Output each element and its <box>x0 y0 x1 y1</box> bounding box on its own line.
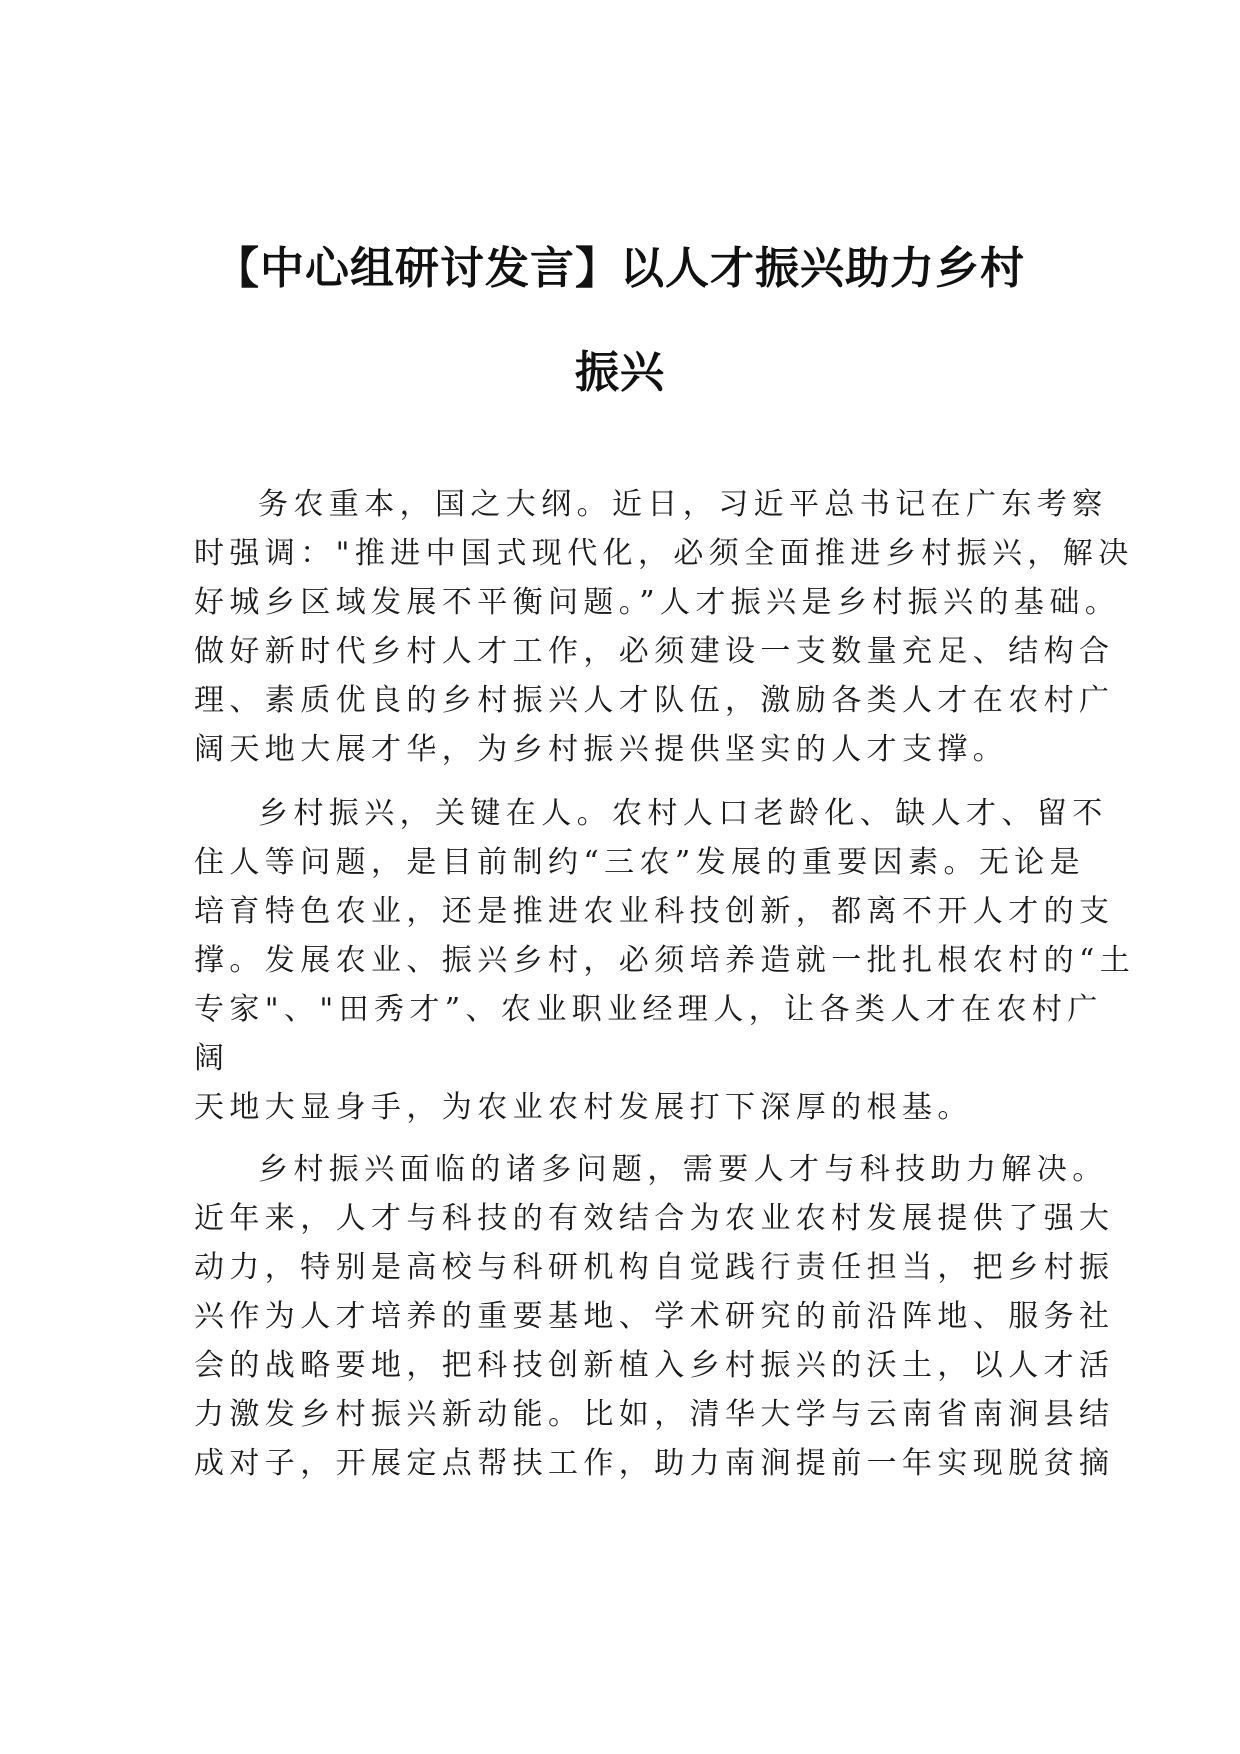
paragraph-line: 近年来，人才与科技的有效结合为农业农村发展提供了强大 <box>194 1201 1115 1236</box>
paragraph-line: 时强调："推进中国式现代化，必须全面推进乡村振兴，解决 <box>194 536 1134 571</box>
paragraph-line: 撑。发展农业、振兴乡村，必须培养造就一批扎根农村的“土 <box>194 943 1136 978</box>
paragraph-line: 务农重本，国之大纲。近日，习近平总书记在广东考察 <box>258 487 1108 522</box>
paragraph-line: 培育特色农业，还是推进农业科技创新，都离不开人才的支 <box>194 894 1115 929</box>
paragraph-line: 力激发乡村振兴新动能。比如，清华大学与云南省南涧县结 <box>194 1397 1115 1432</box>
paragraph-line: 理、素质优良的乡村振兴人才队伍，激励各类人才在农村广 <box>194 683 1115 718</box>
paragraph-line: 好城乡区域发展不平衡问题。”人才振兴是乡村振兴的基础。 <box>194 585 1121 620</box>
paragraph-line: 动力，特别是高校与科研机构自觉践行责任担当，把乡村振 <box>194 1250 1115 1285</box>
paragraph-line: 做好新时代乡村人才工作，必须建设一支数量充足、结构合 <box>194 634 1115 669</box>
paragraph-line: 成对子，开展定点帮扶工作，助力南涧提前一年实现脱贫摘 <box>194 1446 1115 1481</box>
paragraph-line: 会的战略要地，把科技创新植入乡村振兴的沃土，以人才活 <box>194 1348 1115 1383</box>
paragraph-line: 乡村振兴面临的诸多问题，需要人才与科技助力解决。 <box>258 1152 1108 1187</box>
paragraph-line: 兴作为人才培养的重要基地、学术研究的前沿阵地、服务社 <box>194 1299 1115 1334</box>
paragraph-line: 住人等问题，是目前制约“三农”发展的重要因素。无论是 <box>194 845 1086 880</box>
paragraph-line: 天地大显身手，为农业农村发展打下深厚的根基。 <box>194 1090 973 1125</box>
document-title-line-1: 【中心组研讨发言】以人才振兴助力乡村 <box>215 243 1025 294</box>
paragraph-line: 阔天地大展才华，为乡村振兴提供坚实的人才支撑。 <box>194 732 1009 767</box>
paragraph-line: 专家"、"田秀才”、农业职业经理人，让各类人才在农村广 <box>194 992 1103 1027</box>
paragraph-line: 乡村振兴，关键在人。农村人口老龄化、缺人才、留不 <box>258 796 1108 831</box>
document-title-line-2: 振兴 <box>575 347 665 398</box>
paragraph-line: 阔 <box>194 1041 230 1076</box>
